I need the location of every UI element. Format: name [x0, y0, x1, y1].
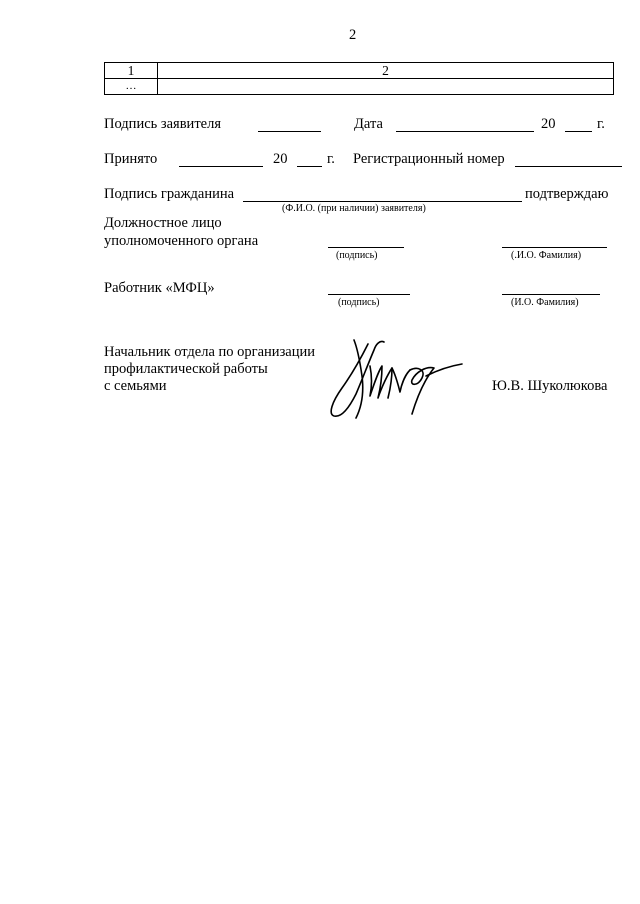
mfc-signature-caption: (подпись) [338, 297, 380, 308]
citizen-confirm-text: подтверждаю [525, 186, 609, 202]
applicant-signature-line [258, 131, 321, 132]
official-signature-caption: (подпись) [336, 250, 378, 261]
date-line [396, 131, 534, 132]
table-cell-ellipsis: … [105, 79, 158, 95]
citizen-signature-line [243, 201, 522, 202]
official-label-line1: Должностное лицо [104, 215, 222, 231]
accepted-label: Принято [104, 151, 158, 167]
table-header-cell-2: 2 [158, 63, 614, 79]
accepted-year-suffix: г. [327, 151, 335, 167]
head-name: Ю.В. Шуколюкова [492, 378, 608, 394]
official-name-line [502, 247, 607, 248]
applicant-signature-label: Подпись заявителя [104, 116, 221, 132]
table-row [105, 63, 614, 79]
table-row [105, 79, 614, 95]
applicant-year-prefix: 20 [541, 116, 556, 132]
official-name-caption: (.И.О. Фамилия) [511, 250, 582, 261]
head-title-line3: с семьями [104, 378, 167, 394]
date-label: Дата [354, 116, 383, 132]
page-number: 2 [349, 27, 357, 43]
citizen-signature-label: Подпись гражданина [104, 186, 235, 202]
reg-number-label: Регистрационный номер [353, 151, 505, 167]
applicant-year-line [565, 131, 592, 132]
head-title-line2: профилактической работы [104, 361, 268, 377]
mfc-worker-label: Работник «МФЦ» [104, 280, 215, 296]
mfc-signature-line [328, 294, 410, 295]
official-label-line2: уполномоченного органа [104, 233, 259, 249]
mfc-name-caption: (И.О. Фамилия) [511, 297, 579, 308]
header-table [104, 62, 614, 95]
applicant-year-suffix: г. [597, 116, 605, 132]
table-cell-empty [158, 79, 614, 95]
mfc-name-line [502, 294, 600, 295]
accepted-year-line [297, 166, 322, 167]
citizen-caption: (Ф.И.О. (при наличии) заявителя) [282, 203, 426, 214]
accepted-year-prefix: 20 [273, 151, 288, 167]
head-title-line1: Начальник отдела по организации [104, 344, 316, 360]
reg-number-line [515, 166, 622, 167]
table-header-cell-1: 1 [105, 63, 158, 79]
official-signature-line [328, 247, 404, 248]
accepted-date-line [179, 166, 263, 167]
handwritten-signature [322, 336, 472, 426]
